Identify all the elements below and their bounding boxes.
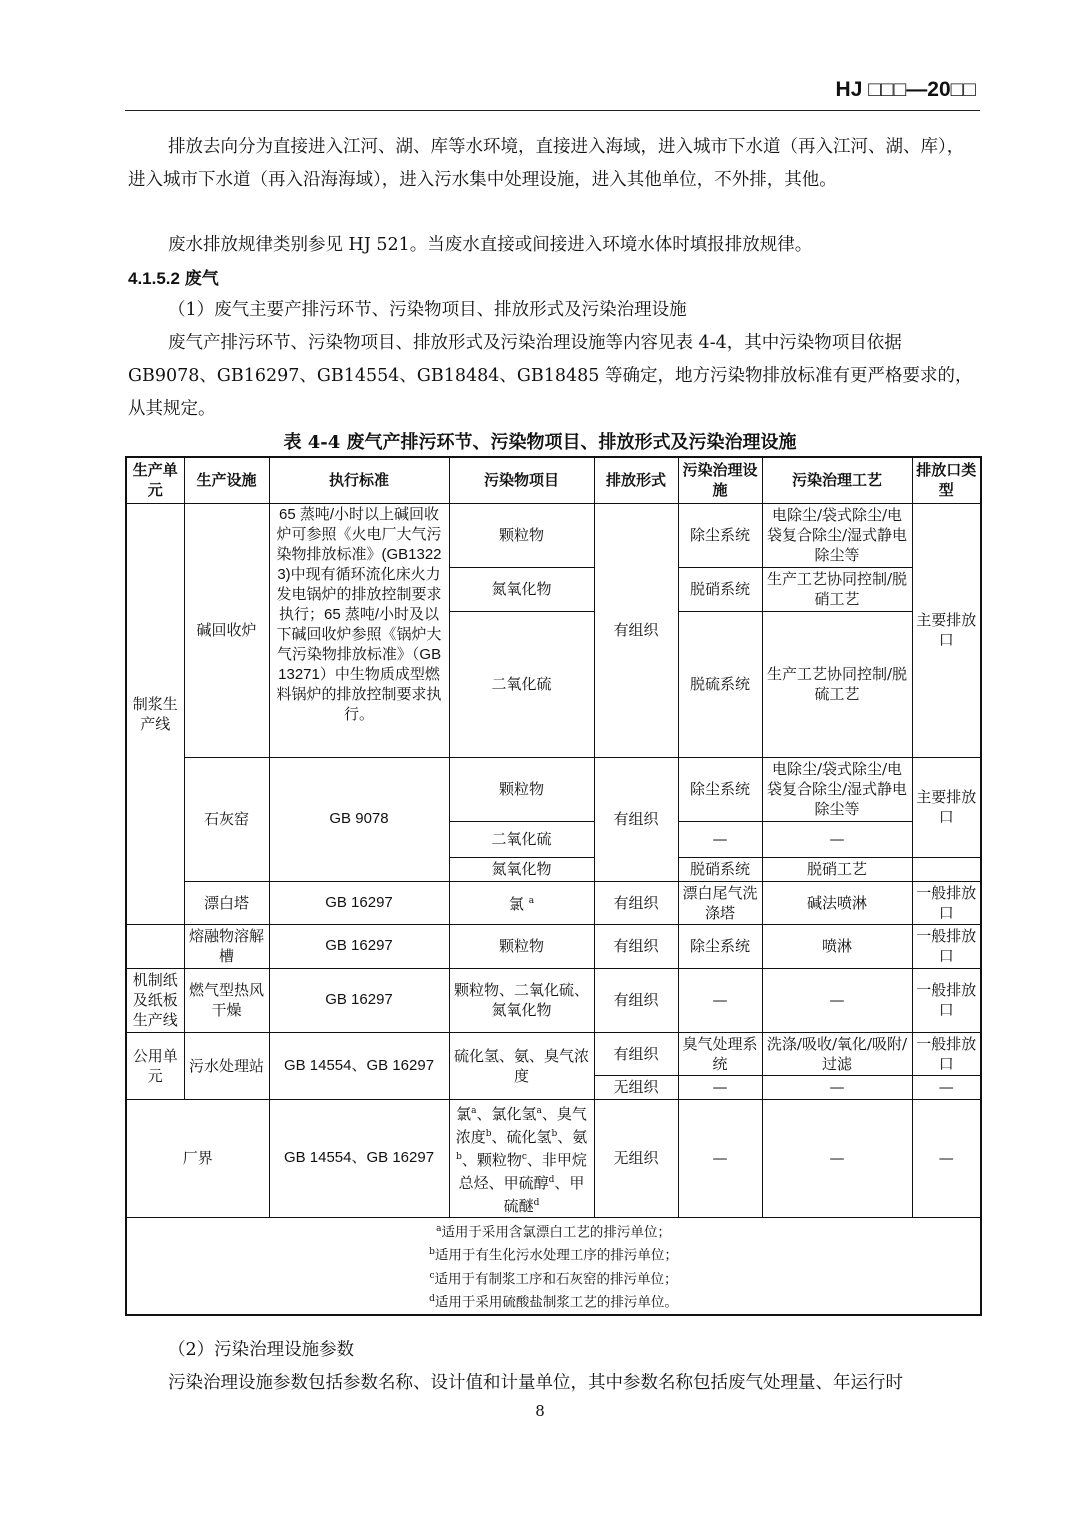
form-cell: 有组织 bbox=[594, 924, 678, 968]
pollutant-text: 、氨 bbox=[557, 1127, 588, 1146]
note-mark: a bbox=[436, 1223, 442, 1234]
page-number: 8 bbox=[535, 1402, 545, 1420]
pollutant-cell: 颗粒物 bbox=[449, 503, 594, 567]
waste-gas-table bbox=[125, 456, 982, 1316]
control-facility-cell: 臭气处理系统 bbox=[678, 1032, 762, 1075]
note-text: 适用于有制浆工序和石灰窑的排污单位； bbox=[434, 1271, 678, 1287]
note-mark: b bbox=[429, 1247, 435, 1257]
form-cell: 有组织 bbox=[594, 1032, 678, 1075]
note-mark: b bbox=[456, 1151, 462, 1162]
paragraph-table-intro: 废气产排污环节、污染物项目、排放形式及污染治理设施等内容见表 4-4，其中污染物项目依据 GB9078、GB16297、GB14554、GB18484、GB18485 等确定，地方污染物排放标准有更严格要求的，从其规定。 bbox=[128, 333, 973, 419]
document-code: HJ □□□—20□□ bbox=[835, 78, 976, 101]
control-tech-cell: 电除尘/袋式除尘/电袋复合除尘/湿式静电除尘等 bbox=[762, 503, 912, 567]
note-mark: c bbox=[429, 1270, 435, 1281]
note-line bbox=[129, 1219, 978, 1243]
outlet-cell: — bbox=[912, 1075, 981, 1099]
note-mark: a bbox=[471, 1105, 477, 1116]
table-caption: 表 4-4 废气产排污环节、污染物项目、排放形式及污染治理设施 bbox=[283, 432, 797, 453]
outlet-cell: — bbox=[912, 1099, 981, 1217]
header-cell: 污染治理设施 bbox=[678, 457, 762, 503]
pollutant-cell: 硫化氢、氨、臭气浓度 bbox=[449, 1032, 594, 1099]
table-header-row bbox=[126, 457, 981, 503]
standard-cell: 65 蒸吨/小时以上碱回收炉可参照《火电厂大气污染物排放标准》(GB13223)中现有循环流化床火力发电锅炉的排放控制要求执行；65 蒸吨/小时及以下碱回收炉参照《锅炉大气污染物排放标准》（GB 13271）中生物质成型燃料锅炉的排放控制要求执行。 bbox=[269, 503, 449, 757]
pollutant-cell bbox=[449, 1099, 594, 1217]
form-cell: 无组织 bbox=[594, 1075, 678, 1099]
note-mark: a bbox=[528, 896, 535, 906]
note-text: 适用于有生化污水处理工序的排污单位； bbox=[434, 1247, 678, 1264]
standard-cell: GB 16297 bbox=[269, 881, 449, 924]
pollutant-text: 氯 bbox=[508, 895, 524, 913]
section-heading: 4.1.5.2 废气 bbox=[128, 269, 219, 288]
facility-cell: 厂界 bbox=[126, 1099, 269, 1217]
control-tech-cell: — bbox=[762, 1099, 912, 1217]
pollutant-cell: 颗粒物 bbox=[449, 757, 594, 821]
header-cell: 污染物项目 bbox=[449, 457, 594, 503]
form-cell: 有组织 bbox=[594, 503, 678, 757]
control-tech-cell: 洗涤/吸收/氧化/吸附/过滤 bbox=[762, 1032, 912, 1075]
note-mark: d bbox=[429, 1294, 435, 1304]
control-facility-cell: 除尘系统 bbox=[678, 924, 762, 968]
note-line bbox=[129, 1242, 978, 1266]
control-facility-cell: 脱硝系统 bbox=[678, 567, 762, 611]
standard-cell: GB 14554、GB 16297 bbox=[269, 1099, 449, 1217]
pollutant-text: 、非甲烷总烃、甲硫醇 bbox=[458, 1150, 587, 1192]
table-notes bbox=[126, 1217, 981, 1315]
form-cell: 有组织 bbox=[594, 881, 678, 924]
table-row bbox=[126, 757, 981, 821]
note-text: 适用于采用含氯漂白工艺的排污单位； bbox=[441, 1224, 671, 1240]
facility-cell: 燃气型热风干燥 bbox=[184, 968, 269, 1032]
note-mark: b bbox=[551, 1128, 558, 1139]
header-cell: 排放形式 bbox=[594, 457, 678, 503]
note-mark: c bbox=[521, 1151, 527, 1162]
facility-cell: 碱回收炉 bbox=[184, 503, 269, 757]
facility-cell: 石灰窑 bbox=[184, 757, 269, 881]
outlet-cell: 一般排放口 bbox=[912, 924, 981, 968]
table-row bbox=[126, 968, 981, 1032]
table-row bbox=[126, 503, 981, 567]
control-tech-cell: 生产工艺协同控制/脱硫工艺 bbox=[762, 611, 912, 757]
control-facility-cell: — bbox=[678, 968, 762, 1032]
pollutant-cell: 二氧化硫 bbox=[449, 611, 594, 757]
note-line bbox=[129, 1266, 978, 1290]
control-facility-cell: — bbox=[678, 1075, 762, 1099]
standard-cell: GB 16297 bbox=[269, 968, 449, 1032]
paragraph-discharge-rule: 废水排放规律类别参见 HJ 521。当废水直接或间接进入环境水体时填报排放规律。 bbox=[168, 235, 813, 255]
outlet-cell: 主要排放口 bbox=[912, 757, 981, 857]
header-cell: 排放口类型 bbox=[912, 457, 981, 503]
standard-cell: GB 9078 bbox=[269, 757, 449, 881]
control-facility-cell: 脱硝系统 bbox=[678, 857, 762, 881]
control-tech-cell: 喷淋 bbox=[762, 924, 912, 968]
standard-cell: GB 14554、GB 16297 bbox=[269, 1032, 449, 1099]
outlet-cell-empty bbox=[912, 857, 981, 881]
pollutant-text: 、硫化氢 bbox=[491, 1127, 552, 1146]
standard-cell: GB 16297 bbox=[269, 924, 449, 968]
control-tech-cell: — bbox=[762, 1075, 912, 1099]
outlet-cell: 一般排放口 bbox=[912, 881, 981, 924]
pollutant-text: 、甲硫醚 bbox=[503, 1173, 585, 1215]
facility-cell: 污水处理站 bbox=[184, 1032, 269, 1099]
table-row bbox=[126, 924, 981, 968]
unit-cell: 公用单元 bbox=[126, 1032, 184, 1099]
pollutant-text: 、臭气浓度 bbox=[455, 1104, 587, 1146]
pollutant-cell: 二氧化硫 bbox=[449, 821, 594, 857]
subheading-1: （1）废气主要产排污环节、污染物项目、排放形式及污染治理设施 bbox=[168, 300, 687, 320]
subheading-2: （2）污染治理设施参数 bbox=[168, 1340, 355, 1360]
unit-cell: 机制纸及纸板生产线 bbox=[126, 968, 184, 1032]
pollutant-cell: 氮氧化物 bbox=[449, 567, 594, 611]
note-mark: d bbox=[548, 1174, 555, 1185]
paragraph-facility-params: 污染治理设施参数包括参数名称、设计值和计量单位，其中参数名称包括废气处理量、年运行时 bbox=[168, 1373, 903, 1393]
control-facility-cell: 除尘系统 bbox=[678, 503, 762, 567]
control-tech-cell: 电除尘/袋式除尘/电袋复合除尘/湿式静电除尘等 bbox=[762, 757, 912, 821]
note-line bbox=[129, 1289, 978, 1313]
facility-cell: 漂白塔 bbox=[184, 881, 269, 924]
note-mark: d bbox=[533, 1197, 540, 1208]
header-cell: 生产设施 bbox=[184, 457, 269, 503]
facility-cell: 熔融物溶解槽 bbox=[184, 924, 269, 968]
outlet-cell: 主要排放口 bbox=[912, 503, 981, 757]
pollutant-text: 氯 bbox=[456, 1104, 472, 1123]
header-cell: 生产单元 bbox=[126, 457, 184, 503]
table-row bbox=[126, 881, 981, 924]
pollutant-text: 、氯化氢 bbox=[476, 1104, 537, 1123]
note-text: 适用于采用硫酸盐制浆工艺的排污单位。 bbox=[434, 1294, 678, 1311]
form-cell: 无组织 bbox=[594, 1099, 678, 1217]
note-mark: b bbox=[485, 1128, 492, 1139]
outlet-cell: 一般排放口 bbox=[912, 1032, 981, 1075]
table-row bbox=[126, 1032, 981, 1075]
control-tech-cell: 生产工艺协同控制/脱硝工艺 bbox=[762, 567, 912, 611]
control-facility-cell: 除尘系统 bbox=[678, 757, 762, 821]
form-cell: 有组织 bbox=[594, 968, 678, 1032]
control-tech-cell: 脱硝工艺 bbox=[762, 857, 912, 881]
header-rule bbox=[125, 110, 980, 111]
control-facility-cell: — bbox=[678, 1099, 762, 1217]
control-tech-cell: 碱法喷淋 bbox=[762, 881, 912, 924]
pollutant-text: 、颗粒物 bbox=[461, 1150, 522, 1169]
pollutant-cell: 颗粒物 bbox=[449, 924, 594, 968]
pollutant-cell bbox=[449, 881, 594, 924]
control-facility-cell: — bbox=[678, 821, 762, 857]
pollutant-cell: 氮氧化物 bbox=[449, 857, 594, 881]
outlet-cell: 一般排放口 bbox=[912, 968, 981, 1032]
form-cell: 有组织 bbox=[594, 757, 678, 881]
control-tech-cell: — bbox=[762, 968, 912, 1032]
table-notes-row bbox=[126, 1217, 981, 1315]
header-cell: 执行标准 bbox=[269, 457, 449, 503]
unit-cell-empty bbox=[126, 924, 184, 968]
note-mark: a bbox=[536, 1105, 542, 1116]
unit-cell: 制浆生产线 bbox=[126, 503, 184, 924]
pollutant-cell: 颗粒物、二氧化硫、氮氧化物 bbox=[449, 968, 594, 1032]
table-row bbox=[126, 1099, 981, 1217]
control-tech-cell: — bbox=[762, 821, 912, 857]
control-facility-cell: 漂白尾气洗涤塔 bbox=[678, 881, 762, 924]
header-cell: 污染治理工艺 bbox=[762, 457, 912, 503]
control-facility-cell: 脱硫系统 bbox=[678, 611, 762, 757]
paragraph-discharge-destination: 排放去向分为直接进入江河、湖、库等水环境，直接进入海域，进入城市下水道（再入江河、湖、库），进入城市下水道（再入沿海海域），进入污水集中处理设施，进入其他单位，不外排，其他。 bbox=[128, 137, 965, 190]
